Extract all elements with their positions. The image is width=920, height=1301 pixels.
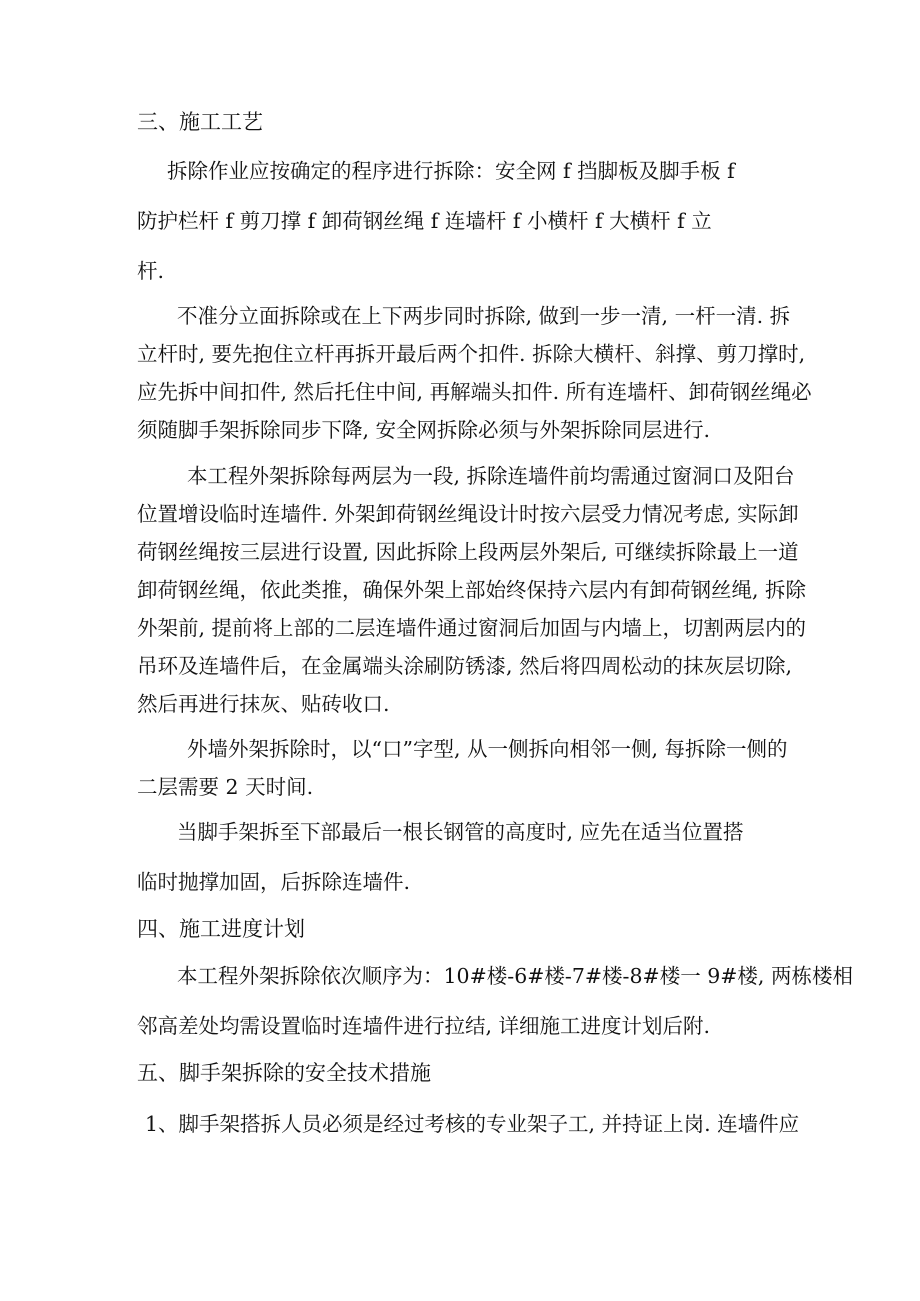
section3-p2-line4: 须随脚手架拆除同步下降, 安全网拆除必须与外架拆除同层进行.: [137, 418, 711, 442]
section5-item1: 1、脚手架搭拆人员必须是经过考核的专业架子工, 并持证上岗. 连墙件应: [145, 1112, 800, 1136]
section3-p5-line1: 当脚手架拆至下部最后一根长钢管的高度时, 应先在适当位置搭: [177, 820, 744, 844]
section3-p2-line2: 立杆时, 要先抱住立杆再拆开最后两个扣件. 拆除大横杆、斜撑、剪刀撑时,: [137, 342, 806, 366]
section3-p3-line3: 荷钢丝绳按三层进行设置, 因此拆除上段两层外架后, 可继续拆除最上一道: [137, 540, 799, 564]
section5-heading: 五、脚手架拆除的安全技术措施: [137, 1061, 431, 1085]
section3-heading: 三、施工工艺: [137, 110, 263, 134]
section3-p2-line3: 应先拆中间扣件, 然后托住中间, 再解端头扣件. 所有连墙杆、卸荷钢丝绳必: [137, 380, 812, 404]
section4-heading: 四、施工进度计划: [137, 917, 305, 941]
section3-p1-line1: 拆除作业应按确定的程序进行拆除：安全网 f 挡脚板及脚手板 f: [167, 159, 735, 183]
section3-p5-line2: 临时抛撑加固，后拆除连墙件.: [137, 870, 411, 894]
section4-p1-line1: 本工程外架拆除依次顺序为：10#楼-6#楼-7#楼-8#楼一 9#楼, 两栋楼相: [177, 964, 853, 988]
section3-p4-line1: 外墙外架拆除时，以“口”字型, 从一侧拆向相邻一侧, 每拆除一侧的: [187, 737, 788, 761]
section3-p3-line4: 卸荷钢丝绳，依此类推，确保外架上部始终保持六层内有卸荷钢丝绳, 拆除: [137, 578, 807, 602]
section3-p3-line7: 然后再进行抹灰、贴砖收口.: [137, 692, 390, 716]
section3-p3-line2: 位置增设临时连墙件. 外架卸荷钢丝绳设计时按六层受力情况考虑, 实际卸: [137, 502, 799, 526]
section3-p3-line1: 本工程外架拆除每两层为一段, 拆除连墙件前均需通过窗洞口及阳台: [187, 464, 795, 488]
section3-p3-line6: 吊环及连墙件后，在金属端头涂刷防锈漆, 然后将四周松动的抹灰层切除,: [137, 654, 793, 678]
section4-p1-line2: 邻高差处均需设置临时连墙件进行拉结, 详细施工进度计划后附.: [137, 1014, 711, 1038]
section3-p1-line2: 防护栏杆 f 剪刀撑 f 卸荷钢丝绳 f 连墙杆 f 小横杆 f 大横杆 f 立: [137, 209, 712, 233]
section3-p1-line3: 杆.: [137, 259, 165, 283]
section3-p2-line1: 不准分立面拆除或在上下两步同时拆除, 做到一步一清, 一杆一清. 拆: [177, 304, 791, 328]
section3-p3-line5: 外架前, 提前将上部的二层连墙件通过窗洞后加固与内墙上，切割两层内的: [137, 616, 807, 640]
section3-p4-line2: 二层需要 2 天时间.: [137, 775, 314, 799]
